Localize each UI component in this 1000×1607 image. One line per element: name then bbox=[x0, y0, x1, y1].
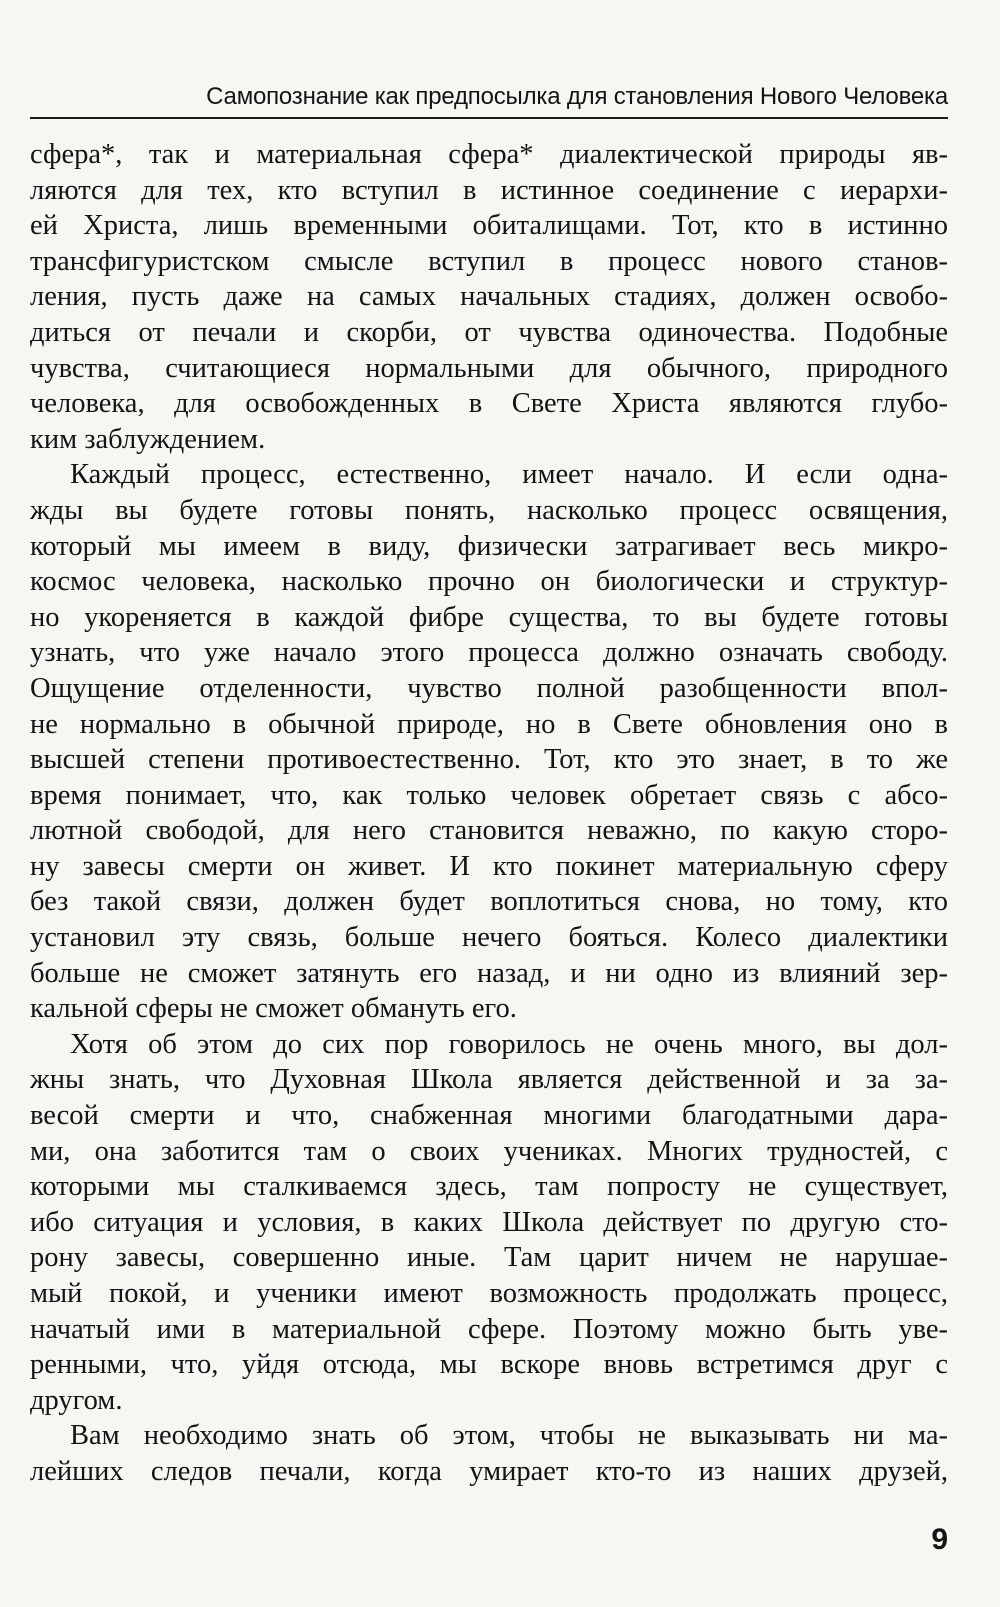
text-line: ей Христа, лишь временными обиталищами. Тот, кто в истинно bbox=[30, 210, 948, 242]
text-line: сфера*, так и материальная сфера* диалектической природы яв- bbox=[30, 139, 948, 170]
text-line: весой смерти и что, снабженная многими благодатными дара- bbox=[30, 1100, 948, 1132]
text-line: время понимает, что, как только человек обретает связь с абсо- bbox=[30, 779, 948, 811]
text-line: ну завесы смерти он живет. И кто покинет материальную сферу bbox=[30, 850, 948, 882]
running-header: Самопознание как предпосылка для становления Нового Человека bbox=[206, 83, 948, 110]
text-line: другом. bbox=[30, 1384, 123, 1416]
text-line: Хотя об этом до сих пор говорилось не очень много, вы дол- bbox=[70, 1028, 948, 1060]
text-line: жны знать, что Духовная Школа является действенной и за за- bbox=[30, 1064, 948, 1096]
text-line: но укореняется в каждой фибре существа, то вы будете готовы bbox=[30, 601, 948, 633]
body-text bbox=[30, 137, 948, 1490]
text-line: которыми мы сталкиваемся здесь, там попросту не существует, bbox=[30, 1171, 948, 1203]
text-line: установил эту связь, больше нечего бояться. Колесо диалектики bbox=[30, 922, 948, 954]
text-line: человека, для освобожденных в Свете Христа являются глубо- bbox=[30, 388, 948, 420]
text-line: больше не сможет затянуть его назад, и ни одно из влияний зер- bbox=[30, 957, 948, 989]
text-line: лейших следов печали, когда умирает кто-то из наших друзей, bbox=[30, 1455, 948, 1487]
page-number: 9 bbox=[931, 1523, 948, 1556]
text-line: ляются для тех, кто вступил в истинное соединение с иерархи- bbox=[30, 174, 948, 206]
text-line: ми, она заботится там о своих учениках. Многих трудностей, с bbox=[30, 1135, 948, 1167]
text-line: диться от печали и скорби, от чувства одиночества. Подобные bbox=[30, 316, 948, 348]
text-line: Каждый процесс, естественно, имеет начало. И если одна- bbox=[70, 459, 948, 491]
text-line: ким заблуждением. bbox=[30, 423, 266, 455]
text-line: Вам необходимо знать об этом, чтобы не выказывать ни ма- bbox=[70, 1420, 948, 1452]
text-line: не нормально в обычной природе, но в Свете обновления оно в bbox=[30, 708, 948, 740]
text-line: мый покой, и ученики имеют возможность продолжать процесс, bbox=[30, 1278, 948, 1309]
header-rule bbox=[30, 117, 948, 119]
text-line: рону завесы, совершенно иные. Там царит ничем не нарушае- bbox=[30, 1242, 948, 1274]
text-line: лютной свободой, для него становится неважно, по какую сторо- bbox=[30, 815, 948, 847]
text-line: ренными, что, уйдя отсюда, мы вскоре вновь встретимся друг с bbox=[30, 1349, 948, 1381]
text-line: ибо ситуация и условия, в каких Школа действует по другую сто- bbox=[30, 1206, 948, 1238]
text-line: который мы имеем в виду, физически затрагивает весь микро- bbox=[30, 530, 948, 562]
text-line: Ощущение отделенности, чувство полной разобщенности впол- bbox=[30, 672, 948, 704]
text-line: трансфигуристском смысле вступил в процесс нового станов- bbox=[30, 245, 948, 277]
text-line: начатый ими в материальной сфере. Поэтому можно быть уве- bbox=[30, 1313, 948, 1345]
text-line: кальной сферы не сможет обмануть его. bbox=[30, 993, 517, 1025]
text-line: космос человека, насколько прочно он биологически и структур- bbox=[30, 566, 948, 598]
text-line: высшей степени противоестественно. Тот, кто это знает, в то же bbox=[30, 744, 948, 776]
text-line: ления, пусть даже на самых начальных стадиях, должен освобо- bbox=[30, 281, 948, 313]
text-line: узнать, что уже начало этого процесса должно означать свободу. bbox=[30, 637, 948, 669]
text-line: чувства, считающиеся нормальными для обычного, природного bbox=[30, 352, 948, 384]
text-line: без такой связи, должен будет воплотиться снова, но тому, кто bbox=[30, 886, 948, 918]
text-line: жды вы будете готовы понять, насколько процесс освящения, bbox=[30, 494, 948, 526]
